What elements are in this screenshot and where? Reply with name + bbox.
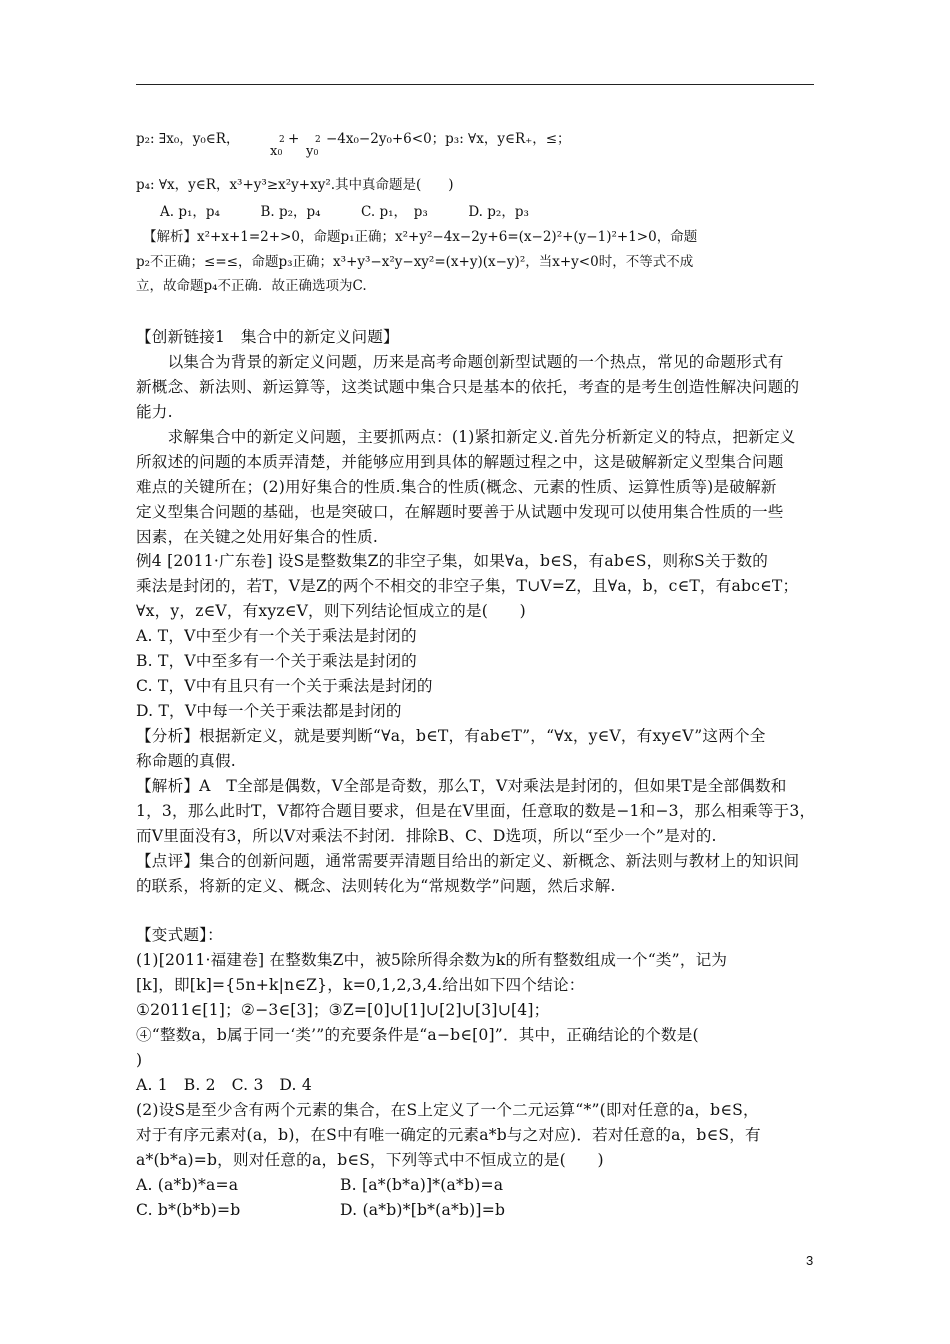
top-jiexi-line-2: p₂不正确；≤=≤，命题p₃正确；x³+y³−x²y−xy²=(x+y)(x−y)²，当x+y<0时，不等式不成 xyxy=(136,254,694,270)
intro-line-3: 能力. xyxy=(136,403,173,421)
example4-option-c: C. T，V中有且只有一个关于乘法是封闭的 xyxy=(136,677,433,695)
top-jiexi-line-3: 立，故命题p₄不正确．故正确选项为C. xyxy=(136,278,367,294)
variant1-line-3: ①2011∈[1]；②−3∈[3]；③Z=[0]∪[1]∪[2]∪[3]∪[4]； xyxy=(136,1001,550,1019)
p4-line: p₄: ∀x，y∈R，x³+y³≥x²y+xy².其中真命题是( ) xyxy=(136,177,454,193)
section-title: 【创新链接1 集合中的新定义问题】 xyxy=(136,328,399,346)
example4-option-b: B. T，V中至多有一个关于乘法是封闭的 xyxy=(136,652,417,670)
solution-line-2: 1，3，那么此时T，V都符合题目要求，但是在V里面，任意取的数是−1和−3，那么相乘等于3， xyxy=(136,802,816,820)
p2-line-start: p₂: ∃x₀，y₀∈R， xyxy=(136,131,240,147)
solution-line-1: 【解析】A T全部是偶数，V全部是奇数，那么T，V对乘法是封闭的，但如果T是全部偶数和 xyxy=(136,777,787,795)
p2-line-end: −4x₀−2y₀+6<0；p₃: ∀x，y∈R₊，≤； xyxy=(326,131,571,147)
method-line-3: 难点的关键所在；(2)用好集合的性质.集合的性质(概念、元素的性质、运算性质等)是破解新 xyxy=(136,478,777,496)
plus-sign: + xyxy=(288,131,300,147)
variant-title: 【变式题】： xyxy=(136,926,223,944)
method-line-1: 求解集合中的新定义问题，主要抓两点：(1)紧扣新定义.首先分析新定义的特点，把新定义 xyxy=(136,428,796,446)
comment-line-2: 的联系，将新的定义、概念、法则转化为“常规数学”问题，然后求解. xyxy=(136,877,616,895)
method-line-2: 所叙述的问题的本质弄清楚，并能够应用到具体的解题过程之中，这是破解新定义型集合问题 xyxy=(136,453,784,471)
variant2-option-c: C. b*(b*b)=b xyxy=(136,1201,241,1219)
intro-line-2: 新概念、新法则、新运算等，这类试题中集合只是基本的依托，考查的是考生创造性解决问题的 xyxy=(136,378,800,396)
example4-line-2: 乘法是封闭的，若T，V是Z的两个不相交的非空子集，T∪V=Z，且∀a，b，c∈T，有abc∈T； xyxy=(136,577,799,595)
variant1-options: A. 1 B. 2 C. 3 D. 4 xyxy=(136,1076,312,1094)
header-rule xyxy=(136,84,814,85)
top-jiexi-line-1: 【解析】x²+x+1=2+>0，命题p₁正确；x²+y²−4x−2y+6=(x−2)²+(y−1)²+1>0，命题 xyxy=(143,229,698,245)
x0-squared: x0 xyxy=(270,144,283,159)
top-options: A. p₁，p₄ B. p₂，p₄ C. p₁， p₃ D. p₂，p₃ xyxy=(160,204,529,220)
method-line-4: 定义型集合问题的基础，也是突破口，在解题时要善于从试题中发现可以使用集合性质的一些 xyxy=(136,503,784,521)
variant1-line-5: ) xyxy=(136,1051,143,1069)
variant2-option-a: A. (a*b)*a=a xyxy=(136,1176,239,1194)
method-line-5: 因素，在关键之处用好集合的性质. xyxy=(136,528,379,546)
variant2-line-1: (2)设S是至少含有两个元素的集合，在S上定义了一个二元运算“*”(即对任意的a，b∈S， xyxy=(136,1101,759,1119)
variant2-line-3: a*(b*a)=b，则对任意的a，b∈S，下列等式中不恒成立的是( ) xyxy=(136,1151,604,1169)
example4-option-d: D. T，V中每一个关于乘法都是封闭的 xyxy=(136,702,402,720)
x0-exponent: 2 xyxy=(279,135,285,145)
variant2-line-2: 对于有序元素对(a，b)，在S中有唯一确定的元素a*b与之对应)．若对任意的a，b∈S，有 xyxy=(136,1126,761,1144)
example4-line-3: ∀x，y，z∈V，有xyz∈V，则下列结论恒成立的是( ) xyxy=(136,602,526,620)
solution-line-3: 而V里面没有3，所以V对乘法不封闭．排除B、C、D选项，所以“至少一个”是对的. xyxy=(136,827,717,845)
variant1-line-1: (1)[2011·福建卷] 在整数集Z中，被5除所得余数为k的所有整数组成一个“类”，记为 xyxy=(136,951,728,969)
variant1-line-2: [k]，即[k]={5n+k|n∈Z}，k=0,1,2,3,4.给出如下四个结论： xyxy=(136,976,585,994)
analysis-line-1: 【分析】根据新定义，就是要判断“∀a，b∈T，有ab∈T”，“∀x，y∈V，有xy∈V”这两个全 xyxy=(136,727,766,745)
example4-option-a: A. T，V中至少有一个关于乘法是封闭的 xyxy=(136,627,417,645)
intro-line-1: 以集合为背景的新定义问题，历来是高考命题创新型试题的一个热点，常见的命题形式有 xyxy=(136,353,784,371)
y0-squared: y0 xyxy=(306,144,319,159)
analysis-line-2: 称命题的真假. xyxy=(136,752,236,770)
page-number: 3 xyxy=(806,1253,814,1268)
comment-line-1: 【点评】集合的创新问题，通常需要弄清题目给出的新定义、新概念、新法则与教材上的知识间 xyxy=(136,852,800,870)
variant2-option-d: D. (a*b)*[b*(a*b)]=b xyxy=(340,1201,506,1219)
variant2-option-b: B. [a*(b*a)]*(a*b)=a xyxy=(340,1176,504,1194)
example4-line-1: 例4 [2011·广东卷] 设S是整数集Z的非空子集，如果∀a，b∈S，有ab∈S，则称S关于数的 xyxy=(136,552,769,570)
y0-exponent: 2 xyxy=(315,135,321,145)
variant1-line-4: ④“整数a，b属于同一‘类’”的充要条件是“a−b∈[0]”．其中，正确结论的个数是( xyxy=(136,1026,699,1044)
